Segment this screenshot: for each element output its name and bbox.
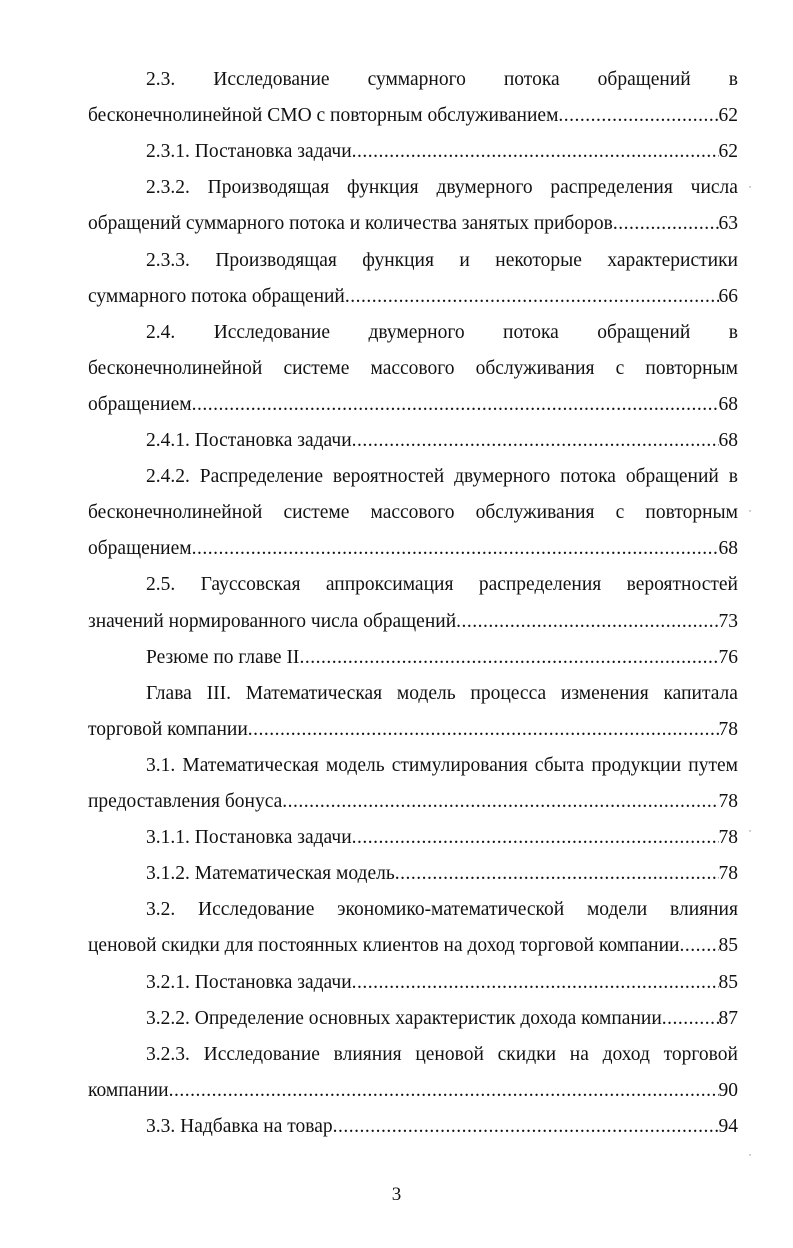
toc-word: Производящая: [215, 249, 337, 271]
toc-entry-page: 73: [718, 610, 738, 632]
dot-leader: [662, 1004, 719, 1034]
toc-entry: [88, 1112, 738, 1142]
toc-word: распределения: [550, 177, 673, 199]
toc-word: характеристики: [607, 249, 738, 271]
toc-word: Математическая: [182, 754, 319, 776]
toc-word: с: [615, 502, 625, 524]
toc-word: доход: [602, 1043, 650, 1065]
toc-entry-title: обращением: [88, 393, 192, 415]
toc-entry: [88, 101, 738, 131]
scan-speck: ˙: [748, 183, 752, 197]
toc-line: [88, 570, 738, 600]
toc-entry-title: торговой компании: [88, 718, 248, 740]
dot-leader: [333, 1112, 719, 1142]
toc-word: модель: [396, 682, 456, 704]
dot-leader: [352, 137, 719, 167]
toc-word: повторным: [645, 502, 738, 524]
toc-word: изменения: [560, 682, 649, 704]
toc-word: ценовой: [415, 1043, 484, 1065]
toc-word: Распределение: [199, 466, 323, 488]
toc-word: системе: [283, 357, 350, 379]
toc-line: [88, 895, 738, 925]
toc-entry: [88, 390, 738, 420]
toc-entry: [88, 426, 738, 456]
toc-word: Исследование: [203, 1043, 320, 1065]
toc-word: функция: [362, 249, 434, 271]
toc-entry-title: 3.2.2. Определение основных характеристик дохода компании: [146, 1007, 662, 1029]
toc-word: влияния: [333, 1043, 402, 1065]
toc-line: [88, 679, 738, 709]
toc-word: путем: [688, 754, 738, 776]
toc-word: обращений: [597, 321, 691, 343]
toc-entry-page: 87: [718, 1007, 738, 1029]
toc-word: функция: [346, 177, 419, 199]
dot-leader: [248, 715, 719, 745]
toc-word: процесса: [470, 682, 547, 704]
toc-word: модели: [586, 899, 648, 921]
toc-word: обращений: [597, 69, 691, 90]
toc-entry-title: 3.1.1. Постановка задачи: [146, 827, 352, 849]
toc-word: 2.4.2.: [146, 466, 190, 488]
toc-word: с: [615, 357, 625, 379]
toc-word: системе: [283, 502, 350, 524]
toc-entry-page: 78: [718, 827, 738, 849]
toc-word: торговой: [663, 1043, 738, 1065]
toc-entry-title: обращений суммарного потока и количества занятых приборов: [88, 213, 613, 235]
toc-entry-page: 90: [718, 1079, 738, 1101]
toc-entry-title: ценовой скидки для постоянных клиентов на доход торговой компании: [88, 935, 680, 957]
toc-entry-title: 3.3. Надбавка на товар: [146, 1115, 333, 1137]
toc-line: [88, 246, 738, 276]
toc-entry-page: 68: [718, 393, 738, 415]
toc-entry-title: 2.4.1. Постановка задачи: [146, 430, 352, 451]
scan-speck: ˙: [748, 507, 752, 521]
toc-line: [88, 498, 738, 528]
toc-word: суммарного: [367, 69, 466, 90]
toc-word: обслуживания: [475, 357, 595, 379]
toc-word: двумерного: [436, 177, 533, 199]
dot-leader: [613, 209, 719, 239]
toc-entry-page: 85: [718, 935, 738, 957]
toc-word: 3.1.: [146, 754, 176, 776]
toc-word: распределения: [478, 574, 602, 596]
toc-entry: [88, 1004, 738, 1034]
toc-word: влияния: [670, 899, 738, 921]
dot-leader: [169, 1076, 719, 1106]
toc-entry: [88, 715, 738, 745]
toc-word: аппроксимация: [325, 574, 454, 596]
toc-word: скидки: [497, 1043, 557, 1065]
toc-entry: [88, 607, 738, 637]
toc-word: Исследование: [213, 321, 331, 343]
toc-word: 2.3.: [146, 69, 176, 90]
toc-line: [88, 1040, 738, 1070]
toc-entry: [88, 137, 738, 167]
toc-entry-page: 85: [718, 971, 738, 993]
toc-entry: [88, 823, 738, 853]
toc-word: 2.4.: [146, 321, 176, 343]
toc-entry: [88, 643, 738, 673]
toc-word: в: [728, 69, 738, 90]
dot-leader: [558, 101, 718, 131]
scan-speck: ˙: [748, 827, 752, 841]
toc-word: двумерного: [368, 321, 465, 343]
toc-entry: [88, 1076, 738, 1106]
toc-entry-page: 62: [718, 105, 738, 127]
toc-word: вероятностей: [626, 574, 738, 596]
toc-word: III.: [206, 682, 231, 704]
toc-entry-page: 78: [718, 863, 738, 885]
toc-word: числа: [690, 177, 738, 199]
toc-entry-title: 2.3.1. Постановка задачи: [146, 141, 352, 163]
toc-word: Гауссовская: [200, 574, 301, 596]
toc-entry-title: бесконечнолинейной СМО с повторным обслуживанием: [88, 105, 559, 127]
toc-entry: [88, 968, 738, 998]
toc-word: двумерного: [454, 466, 551, 488]
toc-word: обращений: [625, 466, 719, 488]
toc-word: бесконечнолинейной: [88, 357, 263, 379]
toc-word: 2.3.2.: [146, 177, 190, 199]
toc-word: 3.2.3.: [146, 1043, 190, 1065]
toc-entry-page: 94: [718, 1115, 738, 1137]
scan-speck: ˙: [748, 1151, 752, 1165]
toc-word: Производящая: [207, 177, 330, 199]
toc-line: [88, 354, 738, 384]
toc-word: Исследование: [213, 69, 330, 90]
toc-entry-title: обращением: [88, 538, 192, 560]
dot-leader: [456, 607, 718, 637]
dot-leader: [679, 931, 718, 961]
toc-entry-title: 3.1.2. Математическая модель: [146, 863, 395, 885]
toc-word: бесконечнолинейной: [88, 502, 263, 524]
toc-entry-page: 78: [718, 791, 738, 812]
toc-word: потока: [560, 466, 616, 488]
toc-word: массового: [370, 502, 455, 524]
toc-word: некоторые: [495, 249, 582, 271]
toc-entry: [88, 787, 738, 817]
toc-word: экономико-математической: [337, 899, 565, 921]
toc-word: стимулирования: [391, 754, 528, 776]
toc-entry-page: 76: [718, 646, 738, 668]
toc-entry: [88, 209, 738, 239]
toc-word: потока: [503, 69, 560, 90]
toc-entry-title: компании: [88, 1079, 169, 1101]
dot-leader: [192, 534, 719, 564]
dot-leader: [352, 426, 719, 456]
toc-word: и: [459, 249, 470, 271]
toc-word: Математическая: [245, 682, 383, 704]
toc-entry-title: предоставления бонуса: [88, 791, 283, 812]
dot-leader: [299, 643, 718, 673]
toc-entry-page: 68: [718, 430, 738, 451]
toc-word: 3.2.: [146, 899, 176, 921]
toc-line: [88, 65, 738, 95]
toc-word: капитала: [663, 682, 738, 704]
toc-word: продукции: [591, 754, 682, 776]
toc-entry-title: суммарного потока обращений: [88, 285, 345, 307]
toc-entry: [88, 282, 738, 312]
dot-leader: [395, 859, 719, 889]
toc-entry-title: значений нормированного числа обращений: [88, 610, 457, 632]
toc-line: [88, 462, 738, 492]
toc-word: в: [728, 466, 738, 488]
toc-entry-page: 66: [718, 285, 738, 307]
dot-leader: [192, 390, 719, 420]
toc-word: 2.5.: [146, 574, 176, 596]
toc-word: обслуживания: [475, 502, 595, 524]
toc-entry-title: Резюме по главе II: [146, 646, 300, 668]
toc-word: Исследование: [198, 899, 315, 921]
toc-word: вероятностей: [332, 466, 445, 488]
dot-leader: [345, 282, 719, 312]
toc-word: сбыта: [534, 754, 585, 776]
toc-word: модель: [325, 754, 385, 776]
toc-line: [88, 173, 738, 203]
toc-entry: [88, 859, 738, 889]
toc-word: 2.3.3.: [146, 249, 190, 271]
toc-word: потока: [503, 321, 559, 343]
page-number: 3: [391, 1184, 402, 1205]
toc-entry-page: 68: [718, 538, 738, 560]
toc-word: на: [569, 1043, 589, 1065]
dot-leader: [282, 787, 718, 817]
toc-entry: [88, 534, 738, 564]
toc-line: [88, 751, 738, 781]
toc-word: массового: [370, 357, 455, 379]
toc-entry-page: 78: [718, 718, 738, 740]
toc-line: [88, 318, 738, 348]
toc-entry-page: 62: [718, 141, 738, 163]
dot-leader: [352, 823, 719, 853]
toc-word: Глава: [146, 682, 192, 704]
toc-word: в: [728, 321, 738, 343]
toc-entry-page: 63: [718, 213, 738, 235]
dot-leader: [352, 968, 719, 998]
toc-entry-title: 3.2.1. Постановка задачи: [146, 971, 352, 993]
toc-entry: [88, 931, 738, 961]
toc-word: повторным: [645, 357, 738, 379]
